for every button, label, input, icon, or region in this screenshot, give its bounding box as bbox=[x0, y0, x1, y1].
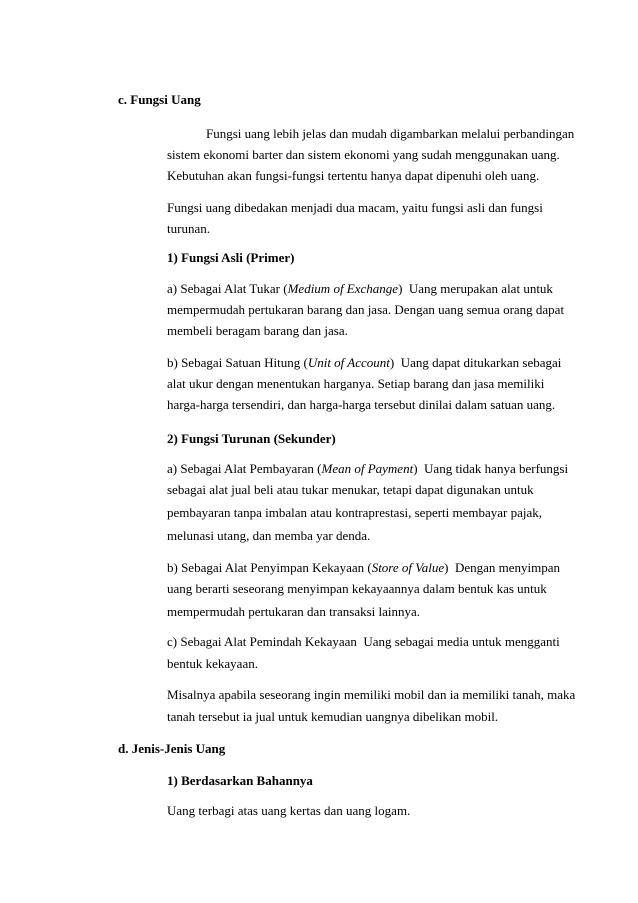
paragraph-line: sebagai alat jual beli atau tukar menukar, tetapi dapat digunakan untuk bbox=[167, 482, 534, 497]
italic-term: Medium of Exchange bbox=[287, 281, 399, 296]
primer-b-first-line bbox=[167, 355, 561, 371]
paragraph-line: bentuk kekayaan. bbox=[167, 656, 258, 671]
paragraph-line: alat ukur dengan menentukan harganya. Setiap barang dan jasa memiliki bbox=[167, 376, 545, 391]
paragraph-line: pembayaran tanpa imbalan atau kontraprestasi, seperti membayar pajak, bbox=[167, 505, 543, 520]
paragraph-line: melunasi utang, dan memba yar denda. bbox=[167, 528, 371, 543]
sekunder-a-first-line bbox=[167, 461, 568, 477]
paragraph-line: sistem ekonomi barter dan sistem ekonomi yang sudah menggunakan uang. bbox=[167, 147, 560, 162]
paragraph-line: Misalnya apabila seseorang ingin memiliki mobil dan ia memiliki tanah, maka bbox=[167, 687, 576, 702]
paragraph-line: membeli beragam barang dan jasa. bbox=[167, 323, 348, 338]
paragraph-line: Kebutuhan akan fungsi-fungsi tertentu hanya dapat dipenuhi oleh uang. bbox=[167, 168, 540, 183]
paragraph-line: uang berarti seseorang menyimpan kekayaannya dalam bentuk kas untuk bbox=[167, 581, 547, 596]
paragraph-line: Fungsi uang dibedakan menjadi dua macam, yaitu fungsi asli dan fungsi bbox=[167, 200, 543, 215]
item-prefix: b) Sebagai Alat Penyimpan Kekayaan ( bbox=[167, 560, 372, 575]
italic-term: Unit of Account bbox=[307, 355, 390, 370]
item-prefix: a) Sebagai Alat Pembayaran ( bbox=[167, 461, 322, 476]
section-d-heading: d. Jenis-Jenis Uang bbox=[118, 741, 226, 756]
section-c-heading: c. Fungsi Uang bbox=[118, 92, 201, 107]
primer-a-first-line bbox=[167, 281, 553, 297]
paragraph-line: Uang terbagi atas uang kertas dan uang logam. bbox=[167, 803, 411, 818]
paragraph-line: tanah tersebut ia jual untuk kemudian uangnya dibelikan mobil. bbox=[167, 709, 499, 724]
item-prefix: a) Sebagai Alat Tukar ( bbox=[167, 281, 288, 296]
item-suffix: ) Uang dapat ditukarkan sebagai bbox=[389, 355, 562, 370]
paragraph-line: harga-harga tersendiri, dan harga-harga tersebut dinilai dalam satuan uang. bbox=[167, 397, 556, 412]
paragraph-line: mempermudah pertukaran barang dan jasa. Dengan uang semua orang dapat bbox=[167, 302, 565, 317]
italic-term: Store of Value bbox=[371, 560, 445, 575]
bahan-heading: 1) Berdasarkan Bahannya bbox=[167, 773, 313, 788]
item-suffix: ) Uang merupakan alat untuk bbox=[398, 281, 553, 296]
sekunder-c-first-line: c) Sebagai Alat Pemindah Kekayaan Uang sebagai media untuk mengganti bbox=[167, 634, 560, 649]
paragraph-line: turunan. bbox=[167, 221, 210, 236]
sekunder-heading: 2) Fungsi Turunan (Sekunder) bbox=[167, 431, 336, 446]
italic-term: Mean of Payment bbox=[321, 461, 414, 476]
sekunder-b-first-line bbox=[167, 560, 560, 576]
paragraph-line: Fungsi uang lebih jelas dan mudah digambarkan melalui perbandingan bbox=[206, 126, 575, 141]
item-suffix: ) Uang tidak hanya berfungsi bbox=[413, 461, 569, 476]
item-prefix: b) Sebagai Satuan Hitung ( bbox=[167, 355, 308, 370]
item-suffix: ) Dengan menyimpan bbox=[444, 560, 561, 575]
paragraph-line: mempermudah pertukaran dan transaksi lainnya. bbox=[167, 604, 421, 619]
primer-heading: 1) Fungsi Asli (Primer) bbox=[167, 250, 295, 265]
